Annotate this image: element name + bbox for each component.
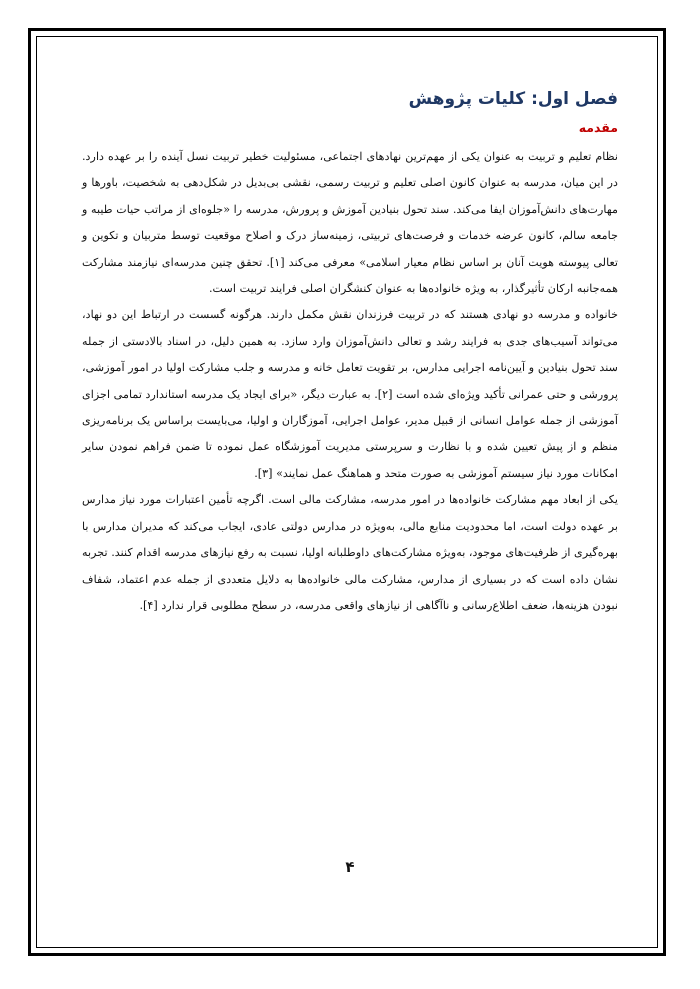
paragraph-1: نظام تعلیم و تربیت به عنوان یکی از مهم‌ترین نهادهای اجتماعی، مسئولیت خطیر تربیت نسل آینده را بر عهده دارد. در این میان، مدرسه به عنوان کانون اصلی تعلیم و تربیت رسمی، نقشی بی‌بدیل در شکل‌دهی به شخصیت، باورها و مهارت‌های دانش‌آموزان ایفا می‌کند. سند تحول بنیادین آموزش و پرورش، مدرسه را «جلوه‌ای از مراتب حیات طیبه و جامعه سالم، کانون عرضه خدمات و فرصت‌های تربیتی، زمینه‌ساز درک و اصلاح موقعیت توسط متربیان و تکوین و تعالی پیوسته هویت آنان بر اساس نظام معیار اسلامی» معرفی می‌کند [۱]. تحقق چنین مدرسه‌ای نیازمند مشارکت همه‌جانبه ارکان تأثیرگذار، به ویژه خانواده‌ها به عنوان کنشگران اصلی فرایند تربیت است.	[82, 150, 618, 296]
chapter-title: فصل اول: کلیات پژوهش	[408, 89, 618, 109]
page-number: ۴	[345, 858, 355, 876]
section-title: مقدمه	[578, 120, 618, 135]
paragraph-3: یکی از ابعاد مهم مشارکت خانواده‌ها در امور مدرسه، مشارکت مالی است. اگرچه تأمین اعتبارات مورد نیاز مدارس بر عهده دولت است، اما محدودیت منابع مالی، به‌ویژه در مدارس دولتی عادی، ایجاب می‌کند که مدیران مدارس با بهره‌گیری از ظرفیت‌های موجود، به‌ویژه مشارکت‌های داوطلبانه اولیا، نسبت به رفع نیازهای مدرسه اقدام کنند. تجربه نشان داده است که در بسیاری از مدارس، مشارکت مالی خانواده‌ها به دلایل متعددی از جمله عدم اعتماد، شفاف نبودن هزینه‌ها، ضعف اطلاع‌رسانی و ناآگاهی از نیازهای واقعی مدرسه، در سطح مطلوبی قرار ندارد [۴].	[82, 493, 618, 612]
document-body	[82, 86, 618, 619]
paragraph-2: خانواده و مدرسه دو نهادی هستند که در تربیت فرزندان نقش مکمل دارند. هرگونه گسست در ارتباط این دو نهاد، می‌تواند آسیب‌های جدی به فرایند رشد و تعالی دانش‌آموزان وارد سازد. به همین دلیل، در اسناد بالادستی از جمله سند تحول بنیادین و آیین‌نامه اجرایی مدارس، بر تقویت تعامل خانه و مدرسه و جلب مشارکت اولیا در امور آموزشی، پرورشی و حتی عمرانی تأکید ویژه‌ای شده است [۲]. به عبارت دیگر، «برای ایجاد یک مدرسه استاندارد تمامی اجزای آموزشی از جمله عوامل انسانی از قبیل مدیر، عوامل اجرایی، آموزگاران و اولیا، می‌بایست براساس یک برنامه‌ریزی منظم و از پیش تعیین شده و با نظارت و سرپرستی مدیریت آموزشگاه عمل نموده تا ضمن فراهم نمودن سایر امکانات مورد نیاز سیستم آموزشی به صورت متحد و هماهنگ عمل نمایند» [۳].	[82, 308, 618, 480]
